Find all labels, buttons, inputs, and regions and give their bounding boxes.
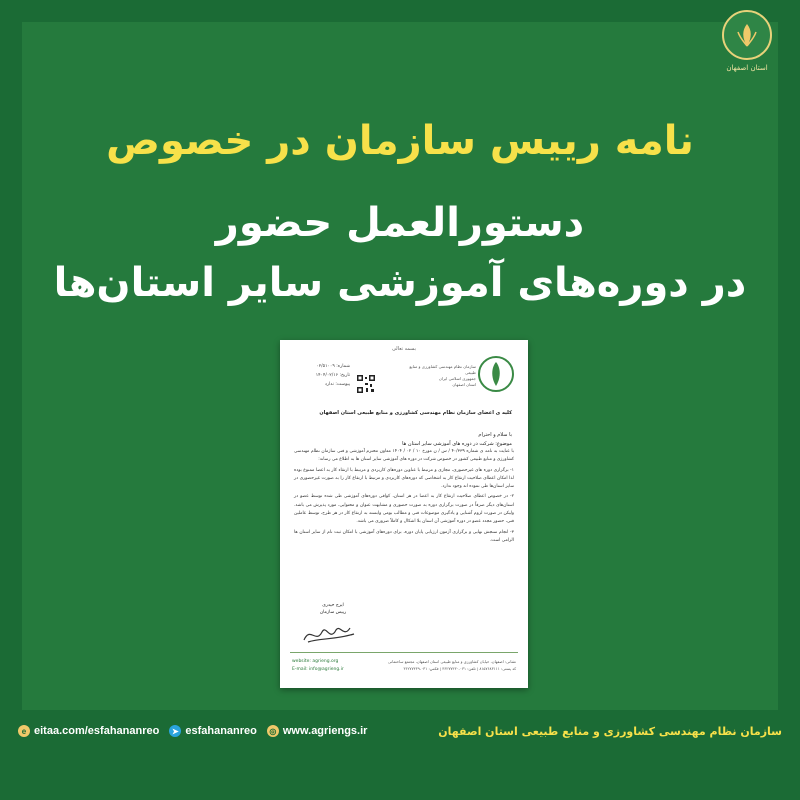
letter-body xyxy=(294,448,514,545)
letter-address: نشانی: اصفهان، خیابان کشاورزی و منابع طبیعی استان اصفهان، مجتمع ساختمانی xyxy=(387,659,516,664)
body-paragraph: ۲- در خصوص اعطای صلاحیت ارتقاع کار به اعضا در هر استان، کوافی دوره‌های آموزشی طی شده توسط عضو در استان‌های دیگر صرفاً در صورت برگزاری دوره به صورت حضوری و مشابهت عنوان و محتوایی، مورد پذیرش می باشد. ولیکن در صورت لزوم آشنایی و یادگیری موضوعات فنی و مطالب بومی وابسته به ارتقاع کار در هر طرح، توسط عاملین فنی، حضور مجدد عضو در دوره آموزشی آن استان بلا اشکال و کاملاً ضروری می باشد. xyxy=(294,494,514,525)
website-link[interactable] xyxy=(267,725,368,737)
body-paragraph: ۳- انجام سنجش نهایی و برگزاری آزمون ارزیابی پایان دوره، برای دوره‌های آموزشی با امکان ثبت نام از سایر استان ها الزامی است. xyxy=(294,529,514,543)
footer-org-name: سازمان نظام مهندسی کشاورزی و منابع طبیعی استان اصفهان xyxy=(438,724,782,738)
headline-line-1: نامه رییس سازمان در خصوص xyxy=(106,118,694,164)
footer-bar xyxy=(0,712,800,750)
body-paragraph: با عنایت به نامه ی شماره ۴۰/۳۳۹ / س / ن مورخ ۱۰ / ۰۲ / ۱۴۰۴ معاون محترم آموزشی و فنی سازمان نظام مهندسی کشاورزی و منابع طبیعی کشور در خصوص شرکت در دوره های آموزشی سایر استان ها به اطلاع می رساند: xyxy=(294,449,514,463)
letter-meta xyxy=(294,362,350,389)
letter-basmala: بسمه تعالی xyxy=(391,346,417,352)
letter-org-line-1: سازمان نظام مهندسی کشاورزی و منابع طبیعی xyxy=(409,364,476,375)
eitaa-icon: e xyxy=(18,725,30,737)
letter-email: E-mail: info@agrieng.ir xyxy=(292,667,344,672)
letter-salutation: با سلام و احترام xyxy=(478,432,512,438)
telegram-link[interactable] xyxy=(169,725,257,737)
website-label: www.agriengs.ir xyxy=(282,725,368,737)
letter-org-line-2: جمهوری اسلامی ایران xyxy=(438,376,476,381)
telegram-icon: ➤ xyxy=(169,725,181,737)
letter-org-line-3: استان اصفهان xyxy=(452,382,476,387)
attachment-value: ندارد xyxy=(324,382,334,387)
letter-footer-address xyxy=(386,658,516,672)
headline-line-3: در دوره‌های آموزشی سایر استان‌ها xyxy=(53,260,747,306)
letter-recipient: کلیه ی اعضای سازمان نظام مهندسی کشاورزی و منابع طبیعی استان اصفهان xyxy=(319,410,512,416)
letter-subject xyxy=(296,432,512,447)
letter-website: website: agrieng.org xyxy=(292,659,339,664)
date-value: ۱۴۰۴/۰۲/۱۶ xyxy=(315,373,339,378)
headline-line-2: دستورالعمل حضور xyxy=(215,200,585,246)
number-value: ۰۲/۵۱۰۰۹ xyxy=(316,364,335,369)
globe-icon: ◎ xyxy=(267,725,279,737)
number-label: شماره: xyxy=(336,364,350,369)
letter-attachment xyxy=(294,380,350,389)
letter-footer-contact-web xyxy=(292,658,372,674)
bottom-strip xyxy=(0,750,800,800)
letter-subject-text: موضوع: شرکت در دوره های آموزشی سایر استان ها xyxy=(402,441,512,447)
letter-number xyxy=(294,362,350,371)
organization-logo xyxy=(718,10,776,82)
social-links xyxy=(18,725,367,737)
letter-org-name xyxy=(406,364,476,388)
letter-phone: کد پستی: ۸۱۵۷۶۸۳۱۱۱ | تلفن: ۰۳۱-۳۶۲۷۷۴۳۰ | فکس: ۰۳۱-۳۶۲۷۷۴۳۹ xyxy=(403,666,516,671)
telegram-label: esfahananreo xyxy=(185,725,257,737)
letter-signer xyxy=(308,602,358,616)
signer-name: ایرج حیدری xyxy=(322,603,344,608)
attachment-label: پیوست: xyxy=(335,382,350,387)
official-letter-image xyxy=(280,340,528,688)
letter-org-logo-icon xyxy=(476,354,516,394)
eitaa-link[interactable] xyxy=(18,725,159,737)
logo-caption: استان اصفهان xyxy=(726,64,768,72)
qr-code-icon xyxy=(356,374,376,394)
signer-title: رییس سازمان xyxy=(319,610,347,615)
body-paragraph: ۱- برگزاری دوره های غیرحضوری، مجازی و مرتبط با عناوین دوره‌های کاربردی و مرتبط با ارتقاء کار به اعضا ممنوع بوده لذا امکان اعطای صلاحیت ارتقاع کار به اشخاصی که دوره‌های کاربردی و مرتبط با ارتقاع کار را به صورت غیرحضوری در سایر استان‌ها طی نموده اند وجود ندارد. xyxy=(294,467,514,490)
letter-footer-divider xyxy=(290,652,518,653)
date-label: تاریخ: xyxy=(339,373,350,378)
wheat-emblem-icon xyxy=(722,10,772,60)
letter-date xyxy=(294,371,350,380)
eitaa-label: eitaa.com/esfahananreo xyxy=(34,725,160,737)
handwritten-signature xyxy=(300,620,360,646)
